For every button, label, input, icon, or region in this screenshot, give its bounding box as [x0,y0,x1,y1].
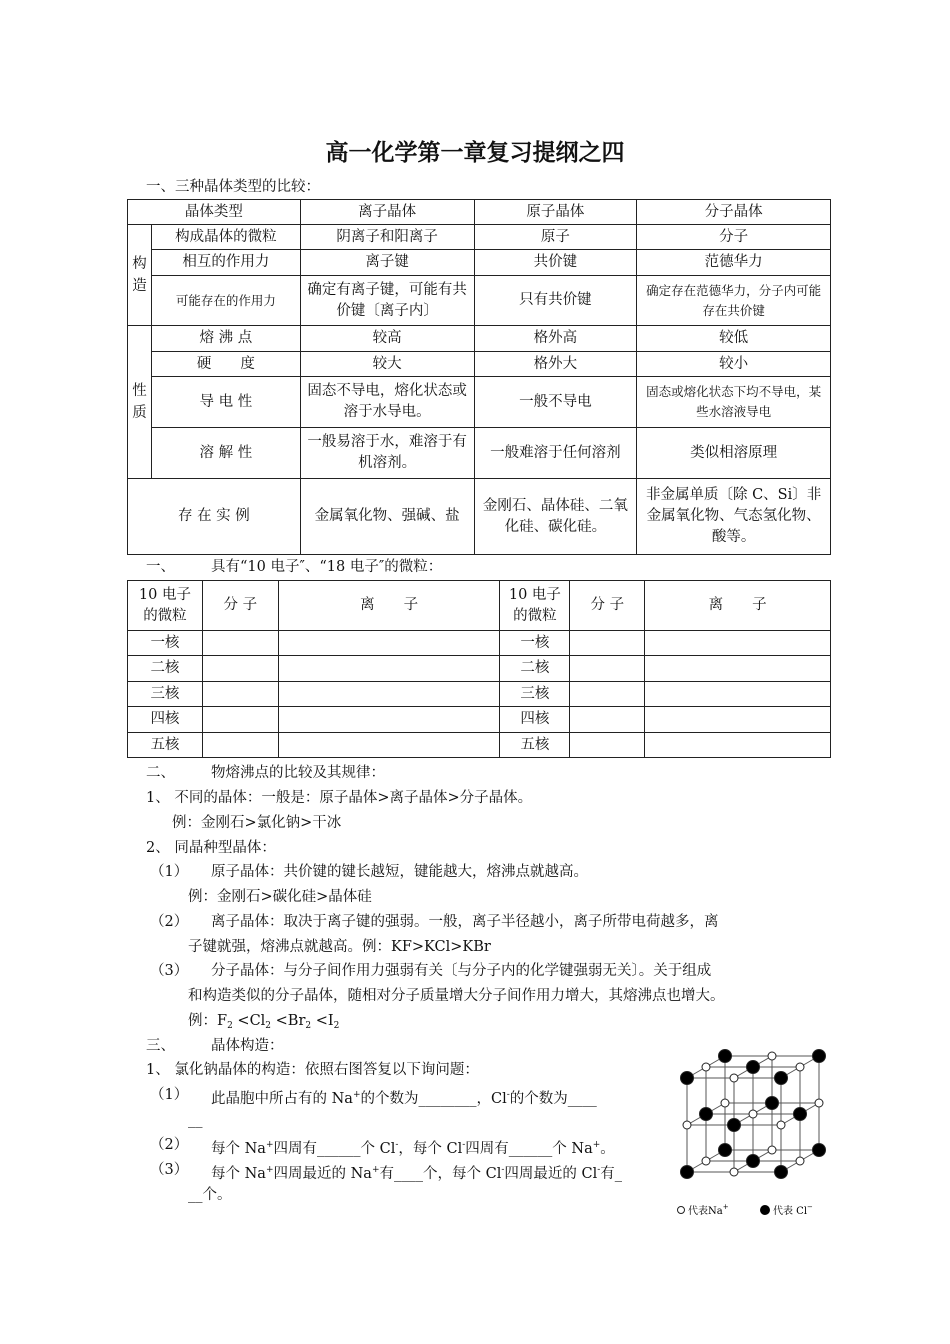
answer-cell [202,733,278,758]
cell-atomic: 格外大 [474,352,637,377]
na-ion [702,1157,710,1165]
answer-cell [645,656,831,682]
group-property: 性质 [128,326,152,479]
paragraph: 1、 不同的晶体：一般是：原子晶体>离子晶体>分子晶体。 [146,790,533,806]
answer-cell [202,656,278,682]
paragraph: 2、 同晶种型晶体： [146,840,276,856]
row-label: 熔 沸 点 [151,326,300,352]
question-1: 此晶胞中所占有的 Na+的个数为________，Cl-的个数为____ [211,1090,597,1107]
answer-cell [645,631,831,656]
cell-ionic: 较高 [300,326,474,352]
cl-ion [681,1166,694,1179]
na-legend-icon [678,1207,685,1214]
section3-heading-num: 二、 [146,765,175,781]
cell-ionic: 阴离子和阳离子 [300,225,474,250]
example: 例：金刚石>氯化钠>干冰 [172,815,342,831]
question-3-cont: __个。 [188,1187,232,1203]
cell-molecular: 较小 [637,352,831,377]
row-label: 存 在 实 例 [128,479,301,555]
row-label: 硬 度 [151,352,300,377]
cell-ionic: 较大 [300,352,474,377]
answer-cell [202,707,278,733]
col-particle: 10 电子的微粒 [128,581,203,631]
header-ionic: 离子晶体 [300,200,474,225]
cell-atomic: 共价键 [474,250,637,276]
cl-ion [747,1155,760,1168]
crystal-comparison-table [127,199,831,555]
answer-cell [278,631,500,656]
answer-cell [278,656,500,682]
paragraph: 1、 氯化钠晶体的构造：依照右图答复以下询问题： [146,1062,479,1078]
answer-cell [202,631,278,656]
section1-heading: 一、三种晶体类型的比较： [146,179,320,195]
row-label: 二核 [128,656,203,682]
cell-molecular: 分子 [637,225,831,250]
cl-ion [681,1072,694,1085]
section3-heading: 物熔沸点的比较及其规律： [211,765,385,781]
cell-ionic: 确定有离子键，可能有共价键〔离子内〕 [300,276,474,326]
col-ion: 离 子 [278,581,500,631]
answer-cell [645,707,831,733]
cell-ionic: 金属氧化物、强碱、盐 [300,479,474,555]
section2-heading-num: 一、 [146,559,175,575]
na-ion [777,1121,785,1129]
nacl-crystal-figure [672,1040,832,1225]
cl-legend-icon [760,1205,770,1215]
section2-heading: 具有“10 电子″、“18 电子″的微粒： [211,559,443,575]
header-atomic: 原子晶体 [474,200,637,225]
cell-ionic: 一般易溶于水，难溶于有机溶剂。 [300,428,474,479]
cl-ion [728,1119,741,1132]
answer-cell [278,733,500,758]
question-3: 每个 Na+四周最近的 Na+有____个，每个 Cl-四周最近的 Cl-有_ [211,1165,623,1182]
answer-cell [570,631,645,656]
na-ion [768,1146,776,1154]
page-title: 高一化学第一章复习提纲之四 [325,140,625,166]
cl-ion [719,1050,732,1063]
answer-cell [570,733,645,758]
item-number: （1） [150,1087,189,1103]
cell-atomic: 一般不导电 [474,377,637,428]
cell-atomic: 只有共价键 [474,276,637,326]
cell-molecular: 确定存在范德华力，分子内可能存在共价键 [637,276,831,326]
cl-ion [747,1061,760,1074]
na-ion [683,1121,691,1129]
paragraph: 离子晶体：取决于离子键的强弱。一般，离子半径越小，离子所带电荷越多，离 [211,914,719,930]
item-number: （2） [150,914,189,930]
item-number: （3） [150,1162,189,1178]
cell-atomic: 格外高 [474,326,637,352]
na-ion [721,1099,729,1107]
answer-cell [570,707,645,733]
cell-molecular: 固态或熔化状态下均不导电，某些水溶液导电 [637,377,831,428]
header-molecular: 分子晶体 [637,200,831,225]
row-label: 溶 解 性 [151,428,300,479]
row-label: 相互的作用力 [151,250,300,276]
paragraph: 和构造类似的分子晶体，随相对分子质量增大分子间作用力增大，其熔沸点也增大。 [188,988,725,1004]
row-label: 可能存在的作用力 [151,276,300,326]
na-ion [702,1063,710,1071]
row-label: 导 电 性 [151,377,300,428]
cell-molecular: 范德华力 [637,250,831,276]
halogen-example: 例：$F_2 <Cl_2 <Br_2 <I_2$ [188,1013,340,1031]
cl-ion [775,1166,788,1179]
cl-ion [813,1050,826,1063]
item-number: （2） [150,1137,189,1153]
cl-legend-label: 代表 Cl− [773,1203,813,1217]
col-molecule: 分 子 [570,581,645,631]
answer-cell [570,682,645,707]
na-ion [768,1052,776,1060]
row-label: 一核 [500,631,570,656]
section4-heading-num: 三、 [146,1038,175,1054]
row-label: 二核 [500,656,570,682]
cell-molecular: 较低 [637,326,831,352]
na-ion [730,1074,738,1082]
cell-molecular: 非金属单质〔除 C、Si〕非金属氧化物、气态氢化物、酸等。 [637,479,831,555]
na-ion [815,1099,823,1107]
cl-ion [719,1144,732,1157]
question-2: 每个 Na+四周有______个 Cl-，每个 Cl-四周有______个 Na+。 [211,1140,615,1157]
row-label: 四核 [128,707,203,733]
row-label: 三核 [128,682,203,707]
cl-ion [775,1072,788,1085]
answer-cell [202,682,278,707]
cl-ion [794,1108,807,1121]
item-number: （3） [150,963,189,979]
col-ion: 离 子 [645,581,831,631]
row-label: 五核 [500,733,570,758]
row-label: 三核 [500,682,570,707]
na-ion [796,1063,804,1071]
answer-cell [645,682,831,707]
section4-heading: 晶体构造： [211,1038,284,1054]
cell-molecular: 类似相溶原理 [637,428,831,479]
paragraph: 分子晶体：与分子间作用力强弱有关〔与分子内的化学键强弱无关〕。关于组成 [211,963,712,979]
col-molecule: 分 子 [202,581,278,631]
answer-cell [570,656,645,682]
row-label: 五核 [128,733,203,758]
na-legend-label: 代表Na+ [688,1203,729,1217]
na-ion [730,1168,738,1176]
paragraph: 原子晶体：共价键的键长越短，键能越大，熔沸点就越高。 [211,864,588,880]
cell-ionic: 离子键 [300,250,474,276]
question-1-cont: __ [188,1112,203,1128]
answer-cell [645,733,831,758]
col-particle: 10 电子的微粒 [500,581,570,631]
cl-ion [700,1108,713,1121]
cell-atomic: 金刚石、晶体硅、二氧化硅、碳化硅。 [474,479,637,555]
header-crystal-type: 晶体类型 [128,200,301,225]
cl-ion [766,1097,779,1110]
row-label: 四核 [500,707,570,733]
cell-ionic: 固态不导电，熔化状态或溶于水导电。 [300,377,474,428]
example: 例：金刚石>碳化硅>晶体硅 [188,889,372,905]
row-label: 一核 [128,631,203,656]
row-label: 构成晶体的微粒 [151,225,300,250]
na-ion [796,1157,804,1165]
answer-cell [278,682,500,707]
cl-ion [813,1144,826,1157]
cell-atomic: 原子 [474,225,637,250]
cell-atomic: 一般难溶于任何溶剂 [474,428,637,479]
paragraph: 子键就强，熔沸点就越高。例：KF>KCl>KBr [188,939,491,955]
answer-cell [278,707,500,733]
group-structure: 构造 [128,225,152,326]
na-ion [749,1110,757,1118]
ions [681,1050,826,1179]
electron-particles-table [127,580,831,758]
item-number: （1） [150,864,189,880]
